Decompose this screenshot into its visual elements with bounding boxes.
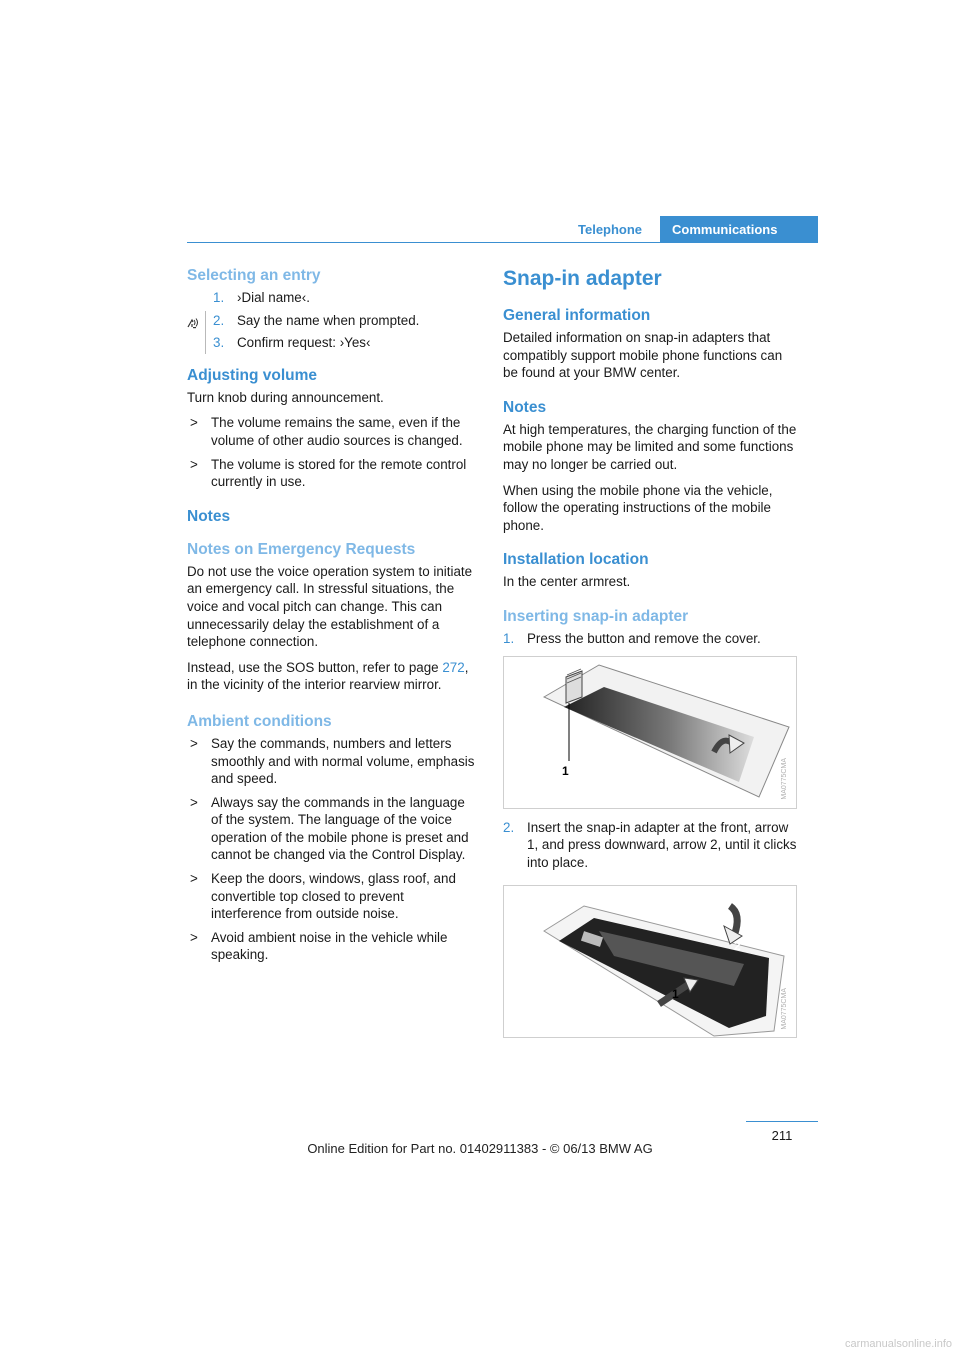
list-item: > Say the commands, numbers and letters smoothly and with normal volume, emphasis and speed. [190, 735, 475, 787]
list-item: 2. Say the name when prompted. [213, 312, 420, 328]
ambient-heading: Ambient conditions [187, 712, 332, 730]
snap-in-adapter-illustration [504, 886, 797, 1038]
installation-heading: Installation location [503, 551, 649, 569]
adjusting-volume-intro: Turn knob during announcement. [187, 389, 384, 405]
sos-paragraph: Instead, use the SOS button, refer to page 272, in the vicinity of the interior rearview mirror. [187, 659, 469, 693]
right-column [503, 266, 799, 1048]
voice-command-icon [187, 315, 201, 329]
ambient-bullets [187, 735, 477, 964]
list-item: > The volume remains the same, even if the volume of other audio sources is changed. [190, 415, 463, 448]
voice-command-block [187, 289, 477, 352]
inserting-step-2 [503, 819, 799, 872]
voice-block-bar [205, 311, 206, 354]
armrest-cover-illustration [504, 657, 797, 809]
footer-rule [746, 1121, 818, 1122]
figure-code: MA0775CMA [781, 987, 789, 1030]
figure-remove-cover [503, 656, 797, 809]
figure-code: MA0775CMA [781, 757, 789, 800]
list-item: 2. Insert the snap-in adapter at the front, arrow 1, and press downward, arrow 2, until it clicks into place. [503, 819, 797, 870]
selecting-entry-heading: Selecting an entry [187, 267, 321, 284]
right-notes-p2: When using the mobile phone via the vehicle, follow the operating instructions of the mobile phone. [503, 482, 773, 533]
notes-heading: Notes [187, 507, 231, 525]
list-item: > Avoid ambient noise in the vehicle while speaking. [190, 929, 448, 963]
figure-insert-adapter [503, 885, 797, 1038]
emergency-heading: Notes on Emergency Requests [187, 540, 416, 558]
page-number: 211 [771, 1128, 793, 1143]
list-item: 3. Confirm request: ›Yes‹ [213, 335, 371, 351]
watermark: carmanualsonline.info [844, 1338, 952, 1350]
adjusting-volume-heading: Adjusting volume [187, 366, 318, 384]
inserting-step-1 [503, 630, 799, 648]
edition-footer: Online Edition for Part no. 01402911383 - © 06/13 BMW AG [307, 1141, 653, 1156]
right-notes-heading: Notes [503, 398, 547, 416]
list-item: > The volume is stored for the remote control currently in use. [190, 456, 467, 490]
selecting-entry-steps [213, 289, 477, 352]
header-rule [187, 242, 818, 243]
page-reference-link[interactable]: 272 [442, 659, 465, 675]
general-info-text: Detailed information on snap-in adapters that compatibly support mobile phone functions can be found at your BMW center. [503, 330, 783, 381]
figure-callout-2: 2 [734, 939, 741, 954]
general-info-heading: General information [503, 307, 651, 324]
right-notes-p1: At high temperatures, the charging function of the mobile phone may be limited and some functions may no longer be carried out. [503, 421, 797, 472]
adjusting-volume-bullets [187, 414, 477, 490]
left-column [187, 266, 477, 972]
list-item: > Keep the doors, windows, glass roof, and convertible top closed to prevent interference from outside noise. [190, 871, 456, 922]
list-item: 1. Press the button and remove the cover. [503, 630, 761, 646]
figure-callout-1b: 1 [672, 987, 679, 1002]
snap-in-adapter-title: Snap-in adapter [503, 267, 662, 290]
list-item: 1. ›Dial name‹. [213, 290, 310, 305]
installation-text: In the center armrest. [503, 574, 631, 590]
header-section-label: Telephone [578, 222, 643, 237]
inserting-heading: Inserting snap-in adapter [503, 607, 689, 625]
list-item: > Always say the commands in the language of the system. The language of the voice operation of the mobile phone is preset and cannot be changed via the Control Display. [190, 794, 469, 863]
emergency-paragraph: Do not use the voice operation system to initiate an emergency call. In stressful situations, the voice and vocal pitch can change. This can unnecessarily delay the establishment of a telephone connection. [187, 563, 473, 650]
header-chapter-tab: Communications [660, 216, 818, 243]
figure-callout-1: 1 [562, 763, 569, 778]
